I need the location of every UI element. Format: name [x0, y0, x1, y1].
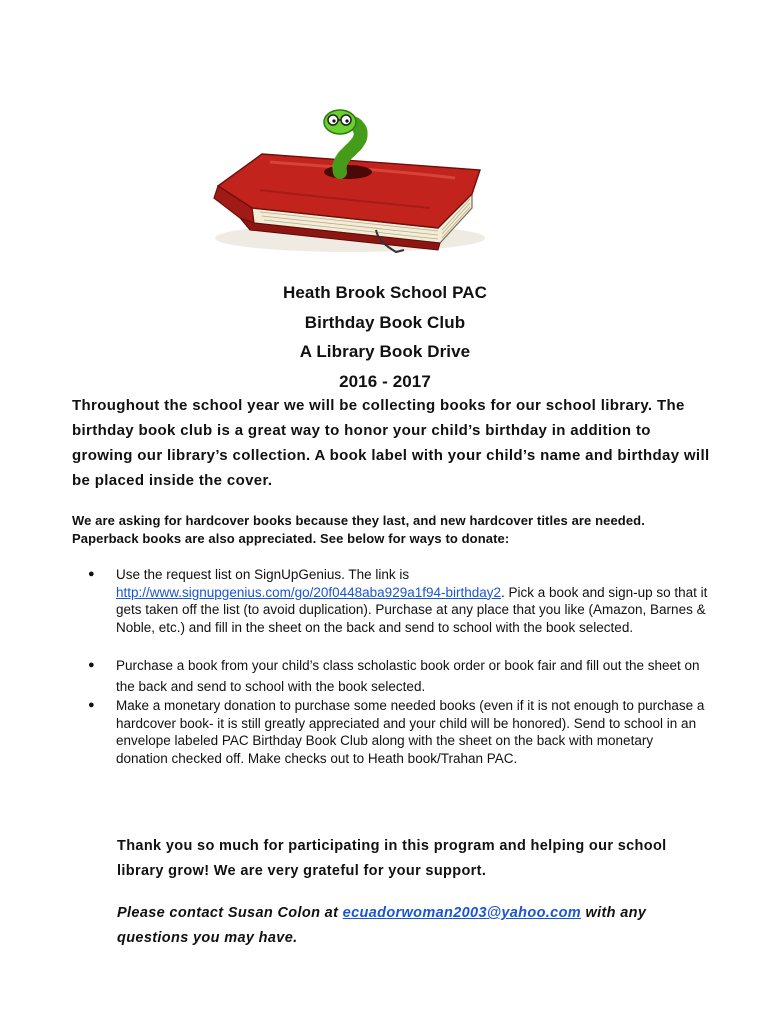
school-name-heading: Heath Brook School PAC	[282, 283, 488, 302]
worm-eye-right	[345, 119, 348, 122]
donation-options-list	[88, 566, 708, 767]
list-item-text: . Pick a book and sign-up so that it gets taken off the list (to avoid duplication). Purchase at any place that you like (Amazon, Barnes & Noble, etc.) and fill in the sheet on the back and send to school with the book selected.	[116, 584, 708, 635]
list-item	[88, 697, 708, 767]
club-name-heading: Birthday Book Club	[304, 312, 466, 332]
list-item-text: Use the request list on SignUpGenius. The link is	[116, 567, 410, 582]
contact-paragraph	[117, 901, 717, 951]
drive-name-heading: A Library Book Drive	[299, 342, 471, 361]
contact-text: Please contact Susan Colon at	[117, 905, 343, 921]
thank-you-paragraph: Thank you so much for participating in this program and helping our school library grow! We are very grateful for your support.	[117, 838, 667, 879]
bookworm-on-red-book-icon	[200, 100, 500, 265]
title-block	[0, 278, 770, 396]
bullet-marker: ●	[88, 699, 95, 711]
list-item-text: Purchase a book from your child’s class scholastic book order or book fair and fill out the sheet on the back and send to school with the book selected.	[116, 658, 700, 694]
list-item	[88, 655, 708, 697]
bullet-marker: ●	[88, 568, 95, 580]
request-paragraph: We are asking for hardcover books because they last, and new hardcover titles are needed. Paperback books are also appreciated. See below for ways to donate:	[72, 513, 645, 546]
cover-hole	[324, 165, 372, 179]
worm-eye-left	[332, 119, 335, 122]
school-year-heading: 2016 - 2017	[339, 371, 431, 391]
contact-email-link[interactable]: ecuadorwoman2003@yahoo.com	[342, 905, 582, 921]
list-item-text: Make a monetary donation to purchase some needed books (even if it is not enough to purchase a hardcover book- it is still greatly appreciated and your child will be honored). Send to school in an envelope labeled PAC Birthday Book Club along with the sheet on the back with monetary donation checked off. Make checks out to Heath book/Trahan PAC.	[116, 698, 705, 766]
signupgenius-link[interactable]: http://www.signupgenius.com/go/20f0448aba929a1f94-birthday2	[116, 584, 502, 600]
intro-paragraph: Throughout the school year we will be collecting books for our school library. The birthday book club is a great way to honor your child’s birthday in addition to growing our library’s collection. A book label with your child’s name and birthday will be placed inside the cover.	[72, 397, 710, 489]
bullet-marker: ●	[88, 659, 95, 671]
list-item	[88, 566, 708, 636]
book-illustration-svg	[200, 100, 500, 265]
contact-text: with any questions you may have.	[117, 905, 647, 946]
